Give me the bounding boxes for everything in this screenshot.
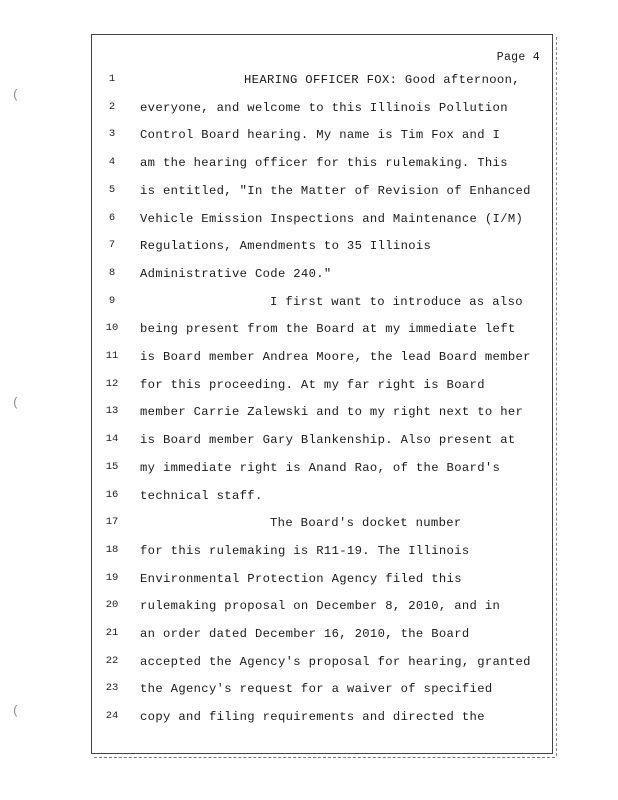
line-number: 22 [105,654,119,667]
line-text: rulemaking proposal on December 8, 2010, and in [140,599,501,614]
punch-hole-mark-middle: ( [12,396,20,410]
line-number: 10 [105,322,119,335]
transcript-line [92,239,552,259]
line-number: 23 [105,682,119,695]
line-text: everyone, and welcome to this Illinois Pollution [140,100,508,115]
transcript-line [92,156,552,176]
transcript-line [92,101,552,121]
line-text: is entitled, "In the Matter of Revision of Enhanced [140,183,531,198]
line-number: 14 [105,433,119,446]
line-number: 5 [108,183,116,196]
transcript-line [92,322,552,342]
line-number: 18 [105,543,119,556]
transcript-line [92,682,552,702]
transcript-line [92,655,552,675]
transcript-line [92,295,552,315]
line-number: 7 [108,239,116,252]
line-number: 20 [105,599,119,612]
line-text: accepted the Agency's proposal for hearing, granted [140,654,531,669]
line-text: being present from the Board at my immediate left [140,322,516,337]
transcript-line [92,350,552,370]
line-text: Environmental Protection Agency filed this [140,571,462,586]
line-number: 6 [108,211,116,224]
line-text: Administrative Code 240." [140,266,332,281]
line-number: 21 [105,627,119,639]
line-number: 2 [108,100,116,113]
transcript-line [92,378,552,398]
line-number: 24 [105,710,119,723]
line-number: 16 [105,488,119,501]
line-number: 8 [108,266,116,279]
line-text: an order dated December 16, 2010, the Board [140,627,470,641]
line-text: my immediate right is Anand Rao, of the Board's [140,460,501,475]
line-text: HEARING OFFICER FOX: Good afternoon, [244,73,520,87]
transcript-line [92,710,552,730]
transcript-line [92,433,552,453]
line-text: copy and filing requirements and directed the [140,710,485,725]
transcript-line [92,572,552,592]
line-text: technical staff. [140,488,263,503]
transcript-line [92,627,552,647]
transcript-line [92,212,552,232]
line-text: Regulations, Amendments to 35 Illinois [140,239,432,254]
line-number: 4 [108,156,116,169]
line-number: 19 [105,571,119,584]
transcript-line [92,544,552,564]
transcript-line [92,461,552,481]
line-text: I first want to introduce as also [270,294,523,309]
transcript-line [92,73,552,93]
line-number: 1 [108,73,116,85]
line-text: for this proceeding. At my far right is Board [140,377,485,392]
line-text: for this rulemaking is R11-19. The Illinois [140,543,470,558]
line-text: The Board's docket number [270,516,462,531]
page-number: Page 4 [496,51,540,64]
line-text: Control Board hearing. My name is Tim Fox and I [140,128,501,143]
line-number: 17 [105,516,119,529]
line-number: 3 [108,128,116,141]
line-number: 9 [108,294,116,307]
line-text: is Board member Andrea Moore, the lead Board member [140,350,531,364]
line-number: 12 [105,377,119,390]
line-number: 15 [105,460,119,473]
transcript-line [92,184,552,204]
transcript-line [92,267,552,287]
line-number: 11 [105,350,119,362]
line-text: Vehicle Emission Inspections and Maintenance (I/M) [140,211,524,226]
punch-hole-mark-top: ( [12,88,20,102]
line-text: member Carrie Zalewski and to my right next to her [140,405,524,420]
transcript-line [92,128,552,148]
transcript-line [92,489,552,509]
line-number: 13 [105,405,119,418]
line-text: is Board member Gary Blankenship. Also present at [140,433,516,448]
punch-hole-mark-bottom: ( [12,704,20,718]
transcript-line [92,516,552,536]
line-text: the Agency's request for a waiver of specified [140,682,493,697]
transcript-page [91,34,553,754]
transcript-line [92,405,552,425]
transcript-line [92,599,552,619]
line-text: am the hearing officer for this rulemaking. This [140,156,508,171]
